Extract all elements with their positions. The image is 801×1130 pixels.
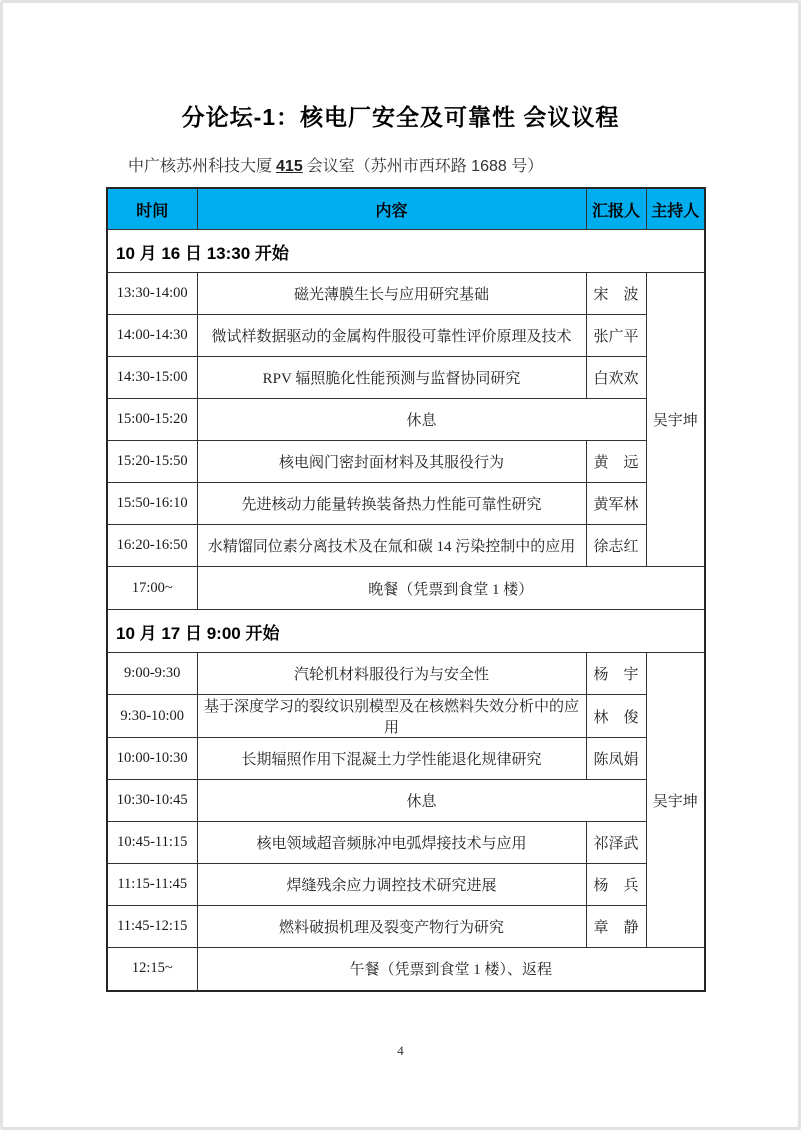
reporter-cell: 黄军林 [586, 483, 646, 525]
table-row-break [107, 399, 705, 441]
page-number: 4 [397, 1043, 404, 1058]
venue-line [128, 153, 543, 176]
content-cell: 基于深度学习的裂纹识别模型及在核燃料失效分析中的应用 [197, 695, 586, 738]
break-cell: 休息 [197, 780, 646, 822]
reporter-cell: 黄 远 [586, 441, 646, 483]
page-title: 分论坛-1：核电厂安全及可靠性 会议议程 [181, 104, 620, 130]
agenda-table [106, 187, 706, 992]
reporter-cell: 杨 兵 [586, 864, 646, 906]
column-header-time: 时间 [107, 188, 197, 230]
table-row [107, 273, 705, 315]
time-cell: 13:30-14:00 [107, 273, 197, 315]
table-row [107, 864, 705, 906]
content-cell: 核电领域超音频脉冲电弧焊接技术与应用 [197, 822, 586, 864]
time-cell: 11:45-12:15 [107, 906, 197, 948]
content-cell: RPV 辐照脆化性能预测与监督协同研究 [197, 357, 586, 399]
reporter-cell: 宋 波 [586, 273, 646, 315]
time-cell: 16:20-16:50 [107, 525, 197, 567]
table-row-break [107, 780, 705, 822]
reporter-cell: 张广平 [586, 315, 646, 357]
break-cell: 休息 [197, 399, 646, 441]
moderator-cell: 吴宇坤 [646, 273, 705, 567]
table-row [107, 822, 705, 864]
time-cell: 17:00~ [107, 567, 197, 610]
content-cell: 先进核动力能量转换装备热力性能可靠性研究 [197, 483, 586, 525]
meal-cell: 晚餐（凭票到食堂 1 楼） [197, 567, 705, 610]
reporter-cell: 祁泽武 [586, 822, 646, 864]
reporter-cell: 陈凤娟 [586, 738, 646, 780]
reporter-cell: 白欢欢 [586, 357, 646, 399]
column-header-reporter: 汇报人 [586, 188, 646, 230]
content-cell: 汽轮机材料服役行为与安全性 [197, 653, 586, 695]
time-cell: 14:00-14:30 [107, 315, 197, 357]
time-cell: 15:20-15:50 [107, 441, 197, 483]
table-row [107, 483, 705, 525]
content-cell: 长期辐照作用下混凝土力学性能退化规律研究 [197, 738, 586, 780]
column-header-content: 内容 [197, 188, 586, 230]
table-row [107, 653, 705, 695]
content-cell: 微试样数据驱动的金属构件服役可靠性评价原理及技术 [197, 315, 586, 357]
content-cell: 核电阀门密封面材料及其服役行为 [197, 441, 586, 483]
time-cell: 10:45-11:15 [107, 822, 197, 864]
venue-suffix: 会议室（苏州市西环路 1688 号） [306, 158, 544, 175]
section-header-day1 [107, 230, 705, 273]
section-label: 10 月 17 日 9:00 开始 [107, 610, 705, 653]
time-cell: 10:30-10:45 [107, 780, 197, 822]
section-label: 10 月 16 日 13:30 开始 [107, 230, 705, 273]
table-row [107, 357, 705, 399]
table-row [107, 525, 705, 567]
time-cell: 9:30-10:00 [107, 695, 197, 738]
venue-room-number: 415 [276, 158, 303, 175]
moderator-cell: 吴宇坤 [646, 653, 705, 948]
section-header-day2 [107, 610, 705, 653]
table-row [107, 441, 705, 483]
reporter-cell: 章 静 [586, 906, 646, 948]
time-cell: 11:15-11:45 [107, 864, 197, 906]
table-header-row [107, 188, 705, 230]
reporter-cell: 林 俊 [586, 695, 646, 738]
table-row [107, 738, 705, 780]
table-row-meal [107, 567, 705, 610]
reporter-cell: 徐志红 [586, 525, 646, 567]
venue-prefix: 中广核苏州科技大厦 [128, 158, 273, 175]
time-cell: 9:00-9:30 [107, 653, 197, 695]
time-cell: 12:15~ [107, 948, 197, 991]
time-cell: 10:00-10:30 [107, 738, 197, 780]
content-cell: 燃料破损机理及裂变产物行为研究 [197, 906, 586, 948]
time-cell: 15:50-16:10 [107, 483, 197, 525]
column-header-moderator: 主持人 [646, 188, 705, 230]
time-cell: 15:00-15:20 [107, 399, 197, 441]
content-cell: 焊缝残余应力调控技术研究进展 [197, 864, 586, 906]
content-cell: 水精馏同位素分离技术及在氚和碳 14 污染控制中的应用 [197, 525, 586, 567]
table-row [107, 695, 705, 738]
table-row [107, 906, 705, 948]
time-cell: 14:30-15:00 [107, 357, 197, 399]
reporter-cell: 杨 宇 [586, 653, 646, 695]
content-cell: 磁光薄膜生长与应用研究基础 [197, 273, 586, 315]
table-row [107, 315, 705, 357]
table-row-meal [107, 948, 705, 991]
meal-cell: 午餐（凭票到食堂 1 楼）、返程 [197, 948, 705, 991]
